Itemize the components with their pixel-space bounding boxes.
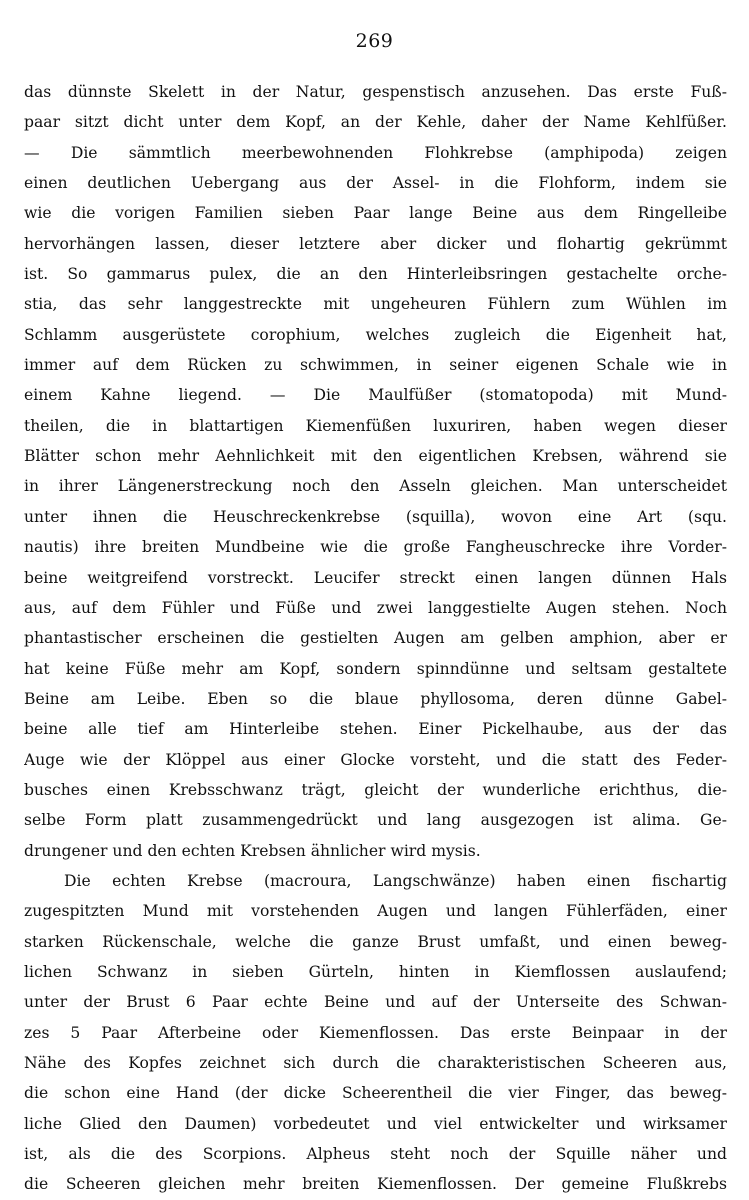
text-line: beine alle tief am Hinterleibe stehen. Einer Pickelhaube, aus der das bbox=[24, 720, 727, 739]
text-line: busches einen Krebsschwanz trägt, gleicht der wunderliche erichthus, die- bbox=[24, 780, 727, 799]
text-line: aus, auf dem Fühler und Füße und zwei langgestielte Augen stehen. Noch bbox=[24, 598, 727, 617]
text-line: phantastischer erscheinen die gestielten Augen am gelben amphion, aber er bbox=[24, 629, 727, 648]
text-line: theilen, die in blattartigen Kiemenfüßen luxuriren, haben wegen dieser bbox=[24, 416, 727, 435]
text-line: paar sitzt dicht unter dem Kopf, an der Kehle, daher der Name Kehlfüßer. bbox=[24, 113, 727, 132]
text-line: starken Rückenschale, welche die ganze Brust umfaßt, und einen beweg- bbox=[24, 932, 727, 951]
page-number: 269 bbox=[355, 30, 394, 52]
text-line: ist. So gammarus pulex, die an den Hinterleibsringen gestachelte orche- bbox=[24, 265, 727, 284]
text-line: die schon eine Hand (der dicke Scheerentheil die vier Finger, das beweg- bbox=[24, 1084, 727, 1103]
text-line: unter der Brust 6 Paar echte Beine und auf der Unterseite des Schwan- bbox=[24, 993, 727, 1012]
text-line: immer auf dem Rücken zu schwimmen, in seiner eigenen Schale wie in bbox=[24, 356, 727, 375]
text-line: liche Glied den Daumen) vorbedeutet und viel entwickelter und wirksamer bbox=[24, 1114, 727, 1133]
text-line: Auge wie der Klöppel aus einer Glocke vorsteht, und die statt des Feder- bbox=[24, 750, 727, 769]
text-line: die Scheeren gleichen mehr breiten Kiemenflossen. Der gemeine Flußkrebs bbox=[24, 1175, 727, 1194]
text-line: selbe Form platt zusammengedrückt und lang ausgezogen ist alima. Ge- bbox=[24, 811, 727, 830]
body-text bbox=[24, 77, 727, 1200]
text-line: Die echten Krebse (macroura, Langschwänze) haben einen fischartig bbox=[64, 871, 727, 890]
text-line: hat keine Füße mehr am Kopf, sondern spinndünne und seltsam gestaltete bbox=[24, 659, 727, 678]
text-line: hervorhängen lassen, dieser letztere aber dicker und flohartig gekrümmt bbox=[24, 234, 727, 253]
text-line: Schlamm ausgerüstete corophium, welches zugleich die Eigenheit hat, bbox=[24, 325, 727, 344]
text-line: Beine am Leibe. Eben so die blaue phyllosoma, deren dünne Gabel- bbox=[24, 689, 727, 708]
text-line: Nähe des Kopfes zeichnet sich durch die charakteristischen Scheeren aus, bbox=[24, 1054, 727, 1072]
text-line: zes 5 Paar Afterbeine oder Kiemenflossen. Das erste Beinpaar in der bbox=[24, 1023, 727, 1042]
text-line: beine weitgreifend vorstreckt. Leucifer streckt einen langen dünnen Hals bbox=[24, 568, 727, 587]
text-line: Blätter schon mehr Aehnlichkeit mit den eigentlichen Krebsen, während sie bbox=[24, 447, 727, 466]
text-line: nautis) ihre breiten Mundbeine wie die große Fangheuschrecke ihre Vorder- bbox=[24, 538, 727, 557]
text-line: einen deutlichen Uebergang aus der Assel- in die Flohform, indem sie bbox=[24, 174, 727, 193]
text-line: unter ihnen die Heuschreckenkrebse (squilla), wovon eine Art (squ. bbox=[24, 507, 727, 526]
text-line: lichen Schwanz in sieben Gürteln, hinten in Kiemflossen auslaufend; bbox=[24, 962, 727, 981]
text-line: stia, das sehr langgestreckte mit ungeheuren Fühlern zum Wühlen im bbox=[24, 295, 727, 314]
text-line: — Die sämmtlich meerbewohnenden Flohkrebse (amphipoda) zeigen bbox=[24, 143, 727, 162]
text-line: das dünnste Skelett in der Natur, gespenstisch anzusehen. Das erste Fuß- bbox=[24, 83, 727, 101]
text-line: einem Kahne liegend. — Die Maulfüßer (stomatopoda) mit Mund- bbox=[24, 386, 727, 405]
text-line: zugespitzten Mund mit vorstehenden Augen und langen Fühlerfäden, einer bbox=[24, 902, 727, 921]
text-line: in ihrer Längenerstreckung noch den Asseln gleichen. Man unterscheidet bbox=[24, 477, 727, 496]
text-line: ist, als die des Scorpions. Alpheus steht noch der Squille näher und bbox=[24, 1145, 727, 1164]
text-line: drungener und den echten Krebsen ähnlicher wird mysis. bbox=[24, 841, 481, 860]
text-line: wie die vorigen Familien sieben Paar lange Beine aus dem Ringelleibe bbox=[24, 204, 727, 223]
